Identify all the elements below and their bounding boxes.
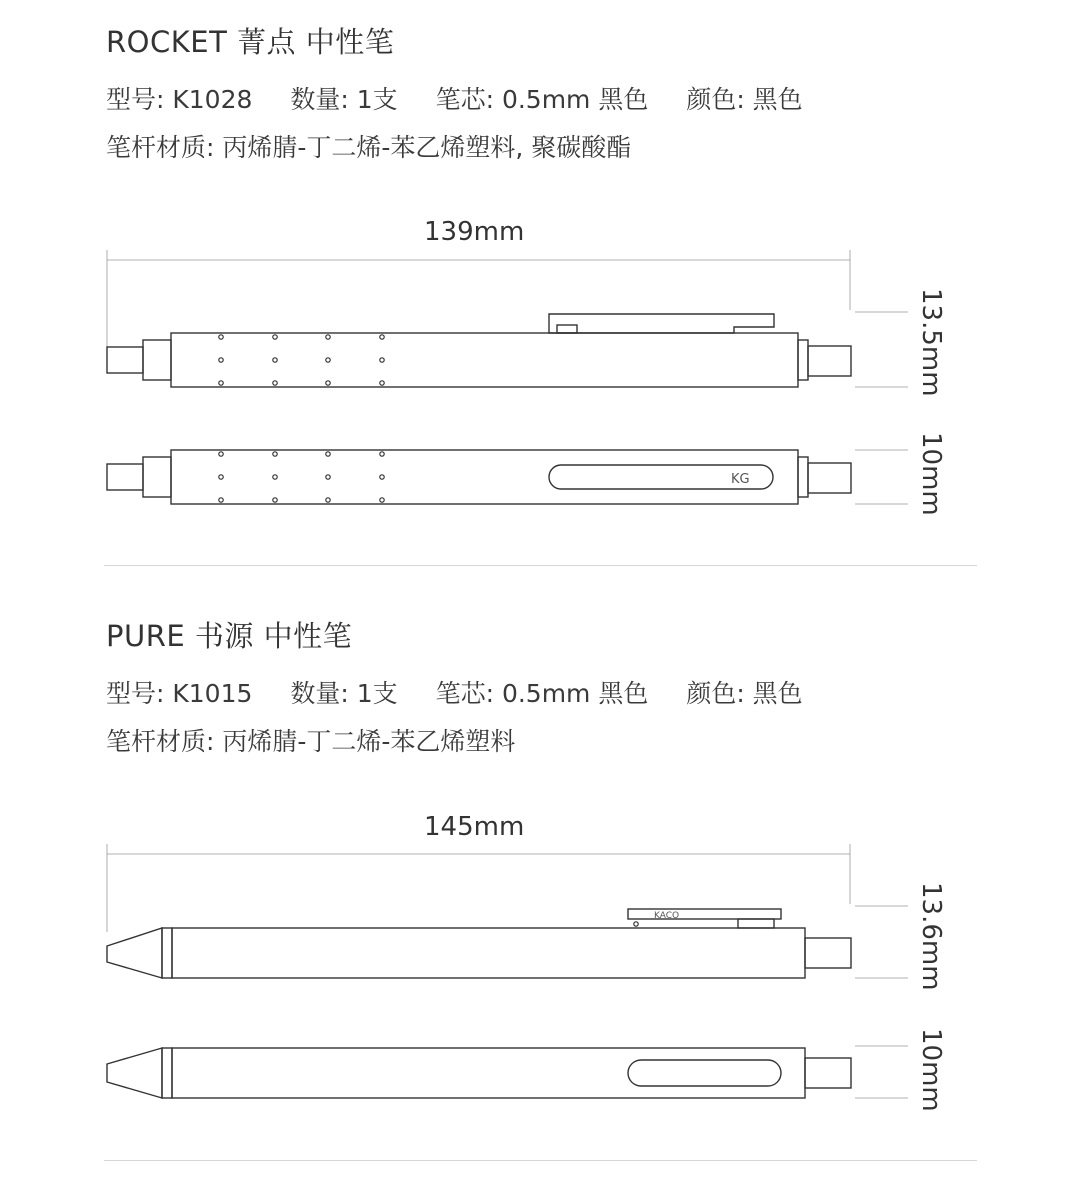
- spec-refill: 笔芯: 0.5mm 黑色: [435, 85, 649, 114]
- pen-top-view: [107, 1048, 851, 1098]
- section-divider: [104, 1160, 977, 1161]
- top-height-label: 10mm: [916, 1028, 946, 1112]
- product-pure: [0, 594, 1080, 1174]
- spec-quantity: 数量: 1支: [290, 679, 398, 708]
- pen-side-view: [107, 314, 851, 387]
- product-rocket: [0, 0, 1080, 570]
- spec-quantity: 数量: 1支: [290, 85, 398, 114]
- top-height-label: 10mm: [916, 432, 946, 516]
- grip-dots: [219, 335, 384, 385]
- brand-logo: KACO: [654, 911, 680, 921]
- pen-top-view: [107, 450, 851, 504]
- side-height-label: 13.5mm: [916, 288, 946, 397]
- product-title: PURE 书源 中性笔: [106, 619, 353, 653]
- spec-line-1: [106, 80, 833, 116]
- pen-clip: [628, 909, 781, 928]
- side-height-label: 13.6mm: [916, 882, 946, 991]
- spec-refill: 笔芯: 0.5mm 黑色: [435, 679, 649, 708]
- spec-line-2: 笔杆材质: 丙烯腈-丁二烯-苯乙烯塑料: [106, 727, 516, 756]
- logo-window: [628, 1060, 781, 1086]
- length-label: 139mm: [424, 217, 525, 247]
- spec-color: 颜色: 黑色: [686, 679, 803, 708]
- spec-line-1: [106, 674, 833, 710]
- spec-model: 型号: K1028: [106, 85, 253, 114]
- pen-clip: [549, 314, 774, 333]
- spec-line-2: 笔杆材质: 丙烯腈-丁二烯-苯乙烯塑料, 聚碳酸酯: [106, 133, 632, 162]
- brand-logo: KG: [731, 472, 750, 487]
- product-title: ROCKET 菁点 中性笔: [106, 25, 395, 59]
- section-divider: [104, 565, 977, 566]
- length-label: 145mm: [424, 812, 525, 842]
- spec-model: 型号: K1015: [106, 679, 253, 708]
- spec-color: 颜色: 黑色: [686, 85, 803, 114]
- pen-side-view: [107, 909, 851, 978]
- grip-dots: [219, 452, 384, 502]
